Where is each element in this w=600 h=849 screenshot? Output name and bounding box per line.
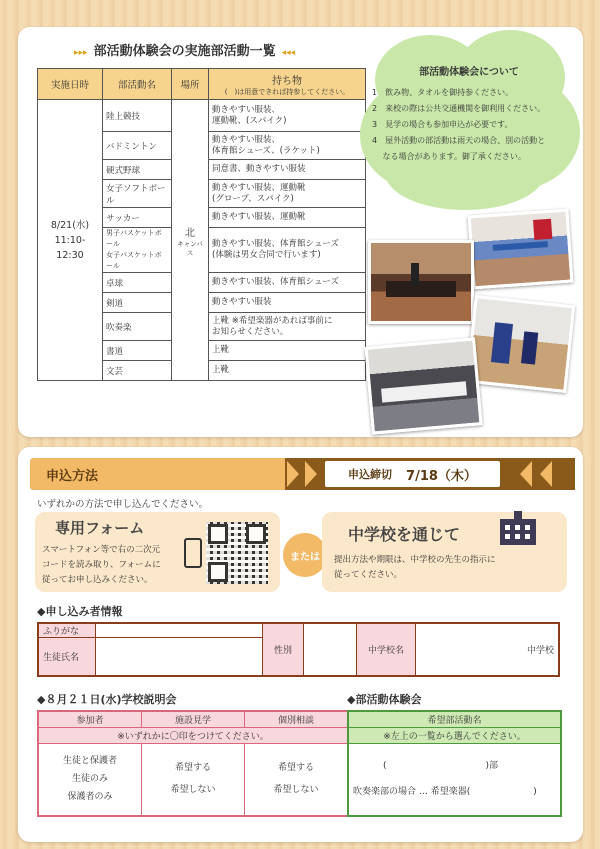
items-cell: 動きやすい服装 xyxy=(209,293,366,313)
club-name: バドミントン xyxy=(103,132,172,160)
header-participant: 参加者 xyxy=(38,711,142,728)
items-cell: 動きやすい服装、体育館シューズ xyxy=(209,273,366,293)
section-title-text: 部活動体験会の実施部活動一覧 xyxy=(93,44,276,59)
name-label: 生徒氏名 xyxy=(38,638,96,676)
note-item: 2 来校の際は公共交通機関を御利用ください。 xyxy=(372,104,546,113)
deadline-box xyxy=(325,461,500,487)
club-name: 女子ソフトボール xyxy=(103,180,172,208)
event-time: 11:10-12:30 xyxy=(54,234,86,261)
club-exp-title: ◆部活動体験会 xyxy=(347,693,422,706)
tour-no[interactable]: 希望しない xyxy=(170,785,216,796)
brass-instrument-field[interactable]: 吹奏楽部の場合 … 希望楽器( ) xyxy=(353,787,537,798)
form-title: 専用フォーム xyxy=(55,519,145,537)
place-main: 北 xyxy=(185,227,195,239)
furigana-label: ふりがな xyxy=(38,623,96,638)
header-date: 実施日時 xyxy=(38,69,103,100)
club-name: 剣道 xyxy=(103,293,172,313)
items-cell: 上靴 ※希望楽器があれば事前に お知らせください。 xyxy=(209,313,366,341)
event-place xyxy=(172,100,209,381)
tour-yes[interactable]: 希望する xyxy=(174,763,211,774)
session-title: ◆８月２１日(水)学校説明会 xyxy=(37,693,177,706)
furigana-field[interactable] xyxy=(96,623,263,638)
arrow-icon: ▸▸▸ xyxy=(74,48,88,58)
note-item: 3 見学の場合も参加申込が必要です。 xyxy=(372,120,513,129)
notes-text xyxy=(372,65,572,165)
deadline-date: 7/18（木） xyxy=(406,468,477,484)
chevron-icon xyxy=(287,461,299,487)
school-title: 中学校を通じて xyxy=(348,525,461,544)
form-text: スマートフォン等で右の二次元 コードを読み取り、フォームに 従ってお申し込みください。 xyxy=(42,545,161,585)
items-cell: 動きやすい服装、運動靴 xyxy=(209,208,366,228)
notes-title: 部活動体験会について xyxy=(419,67,519,78)
club-exp-header: 希望部活動名 xyxy=(348,711,561,728)
club-name: サッカー xyxy=(103,208,172,228)
header-club: 部活動名 xyxy=(103,69,172,100)
club-table xyxy=(37,68,366,381)
option-student[interactable]: 生徒のみ xyxy=(71,774,108,785)
items-cell: 動きやすい服装、 体育館シューズ、(ラケット) xyxy=(209,132,366,160)
items-label: 持ち物 xyxy=(272,75,302,87)
participant-options[interactable] xyxy=(38,744,142,816)
option-guardian[interactable]: 保護者のみ xyxy=(67,792,113,803)
applicant-title: ◆申し込み者情報 xyxy=(37,605,123,618)
arrow-icon: ◂◂◂ xyxy=(281,48,296,58)
club-exp-table xyxy=(347,710,562,817)
gender-label: 性別 xyxy=(263,623,304,676)
photo-basketball xyxy=(466,295,576,393)
session-table xyxy=(37,710,349,817)
school-field[interactable] xyxy=(416,623,560,676)
applicant-table xyxy=(37,622,560,677)
school-text: 提出方法や期限は、中学校の先生の指示に 従ってください。 xyxy=(334,555,496,580)
header-place: 場所 xyxy=(172,69,209,100)
header-consult: 個別相談 xyxy=(245,711,349,728)
place-sub: キャンパス xyxy=(177,239,203,257)
consult-options[interactable] xyxy=(245,744,349,816)
club-name: 吹奏楽 xyxy=(103,313,172,341)
chevron-icon xyxy=(305,461,317,487)
club-name-field[interactable]: ( )部 xyxy=(383,761,499,772)
event-date xyxy=(38,100,103,381)
smartphone-icon xyxy=(184,538,202,568)
consult-yes[interactable]: 希望する xyxy=(277,763,314,774)
club-name: 陸上競技 xyxy=(103,100,172,132)
photo-table-tennis xyxy=(468,209,574,290)
club-name: 卓球 xyxy=(103,273,172,293)
school-suffix: 中学校 xyxy=(526,645,554,656)
consult-no[interactable]: 希望しない xyxy=(273,785,319,796)
club-name: 男子バスケットボール 女子バスケットボール xyxy=(103,228,172,273)
section-title xyxy=(68,40,301,59)
note-item: 4 屋外活動の部活動は雨天の場合、別の活動と なる場合があります。御了承ください。 xyxy=(372,136,546,161)
club-name: 硬式野球 xyxy=(103,160,172,180)
header-tour: 施設見学 xyxy=(142,711,245,728)
name-field[interactable] xyxy=(96,638,263,676)
deadline-label: 申込締切 xyxy=(348,468,393,481)
items-cell: 動きやすい服装、体育館シューズ (体験は男女合同で行います) xyxy=(209,228,366,273)
club-exp-fields[interactable] xyxy=(348,744,561,816)
school-label: 中学校名 xyxy=(357,623,416,676)
chevron-icon xyxy=(540,461,552,487)
note-item: 1 飲み物、タオルを御持参ください。 xyxy=(372,88,514,97)
club-name: 書道 xyxy=(103,341,172,361)
chevron-icon xyxy=(520,461,532,487)
club-exp-instruction: ※左上の一覧から選んでください。 xyxy=(348,728,561,744)
club-name: 文芸 xyxy=(103,361,172,381)
event-day: 8/21(水) xyxy=(50,219,90,231)
qr-code[interactable] xyxy=(206,522,268,584)
items-cell: 動きやすい服装、 運動靴、(スパイク) xyxy=(209,100,366,132)
items-cell: 上靴 xyxy=(209,361,366,381)
or-badge: または xyxy=(283,533,327,577)
items-note: ( )は用意できれば持参してください。 xyxy=(224,87,350,96)
table-row xyxy=(38,100,366,132)
items-cell: 動きやすい服装、運動靴 (グローブ、スパイク) xyxy=(209,180,366,208)
header-items xyxy=(209,69,366,100)
items-cell: 上靴 xyxy=(209,341,366,361)
apply-subtitle: いずれかの方法で申し込んでください。 xyxy=(37,499,209,510)
option-both[interactable]: 生徒と保護者 xyxy=(62,756,117,767)
items-cell: 同意書、動きやすい服装 xyxy=(209,160,366,180)
gender-field[interactable] xyxy=(304,623,357,676)
session-instruction: ※いずれかに〇印をつけてください。 xyxy=(38,728,348,744)
photo-classroom xyxy=(364,337,482,434)
school-building-icon xyxy=(500,519,536,545)
tour-options[interactable] xyxy=(142,744,245,816)
apply-title: 申込方法 xyxy=(46,469,99,484)
photo-brass-band xyxy=(368,240,474,324)
